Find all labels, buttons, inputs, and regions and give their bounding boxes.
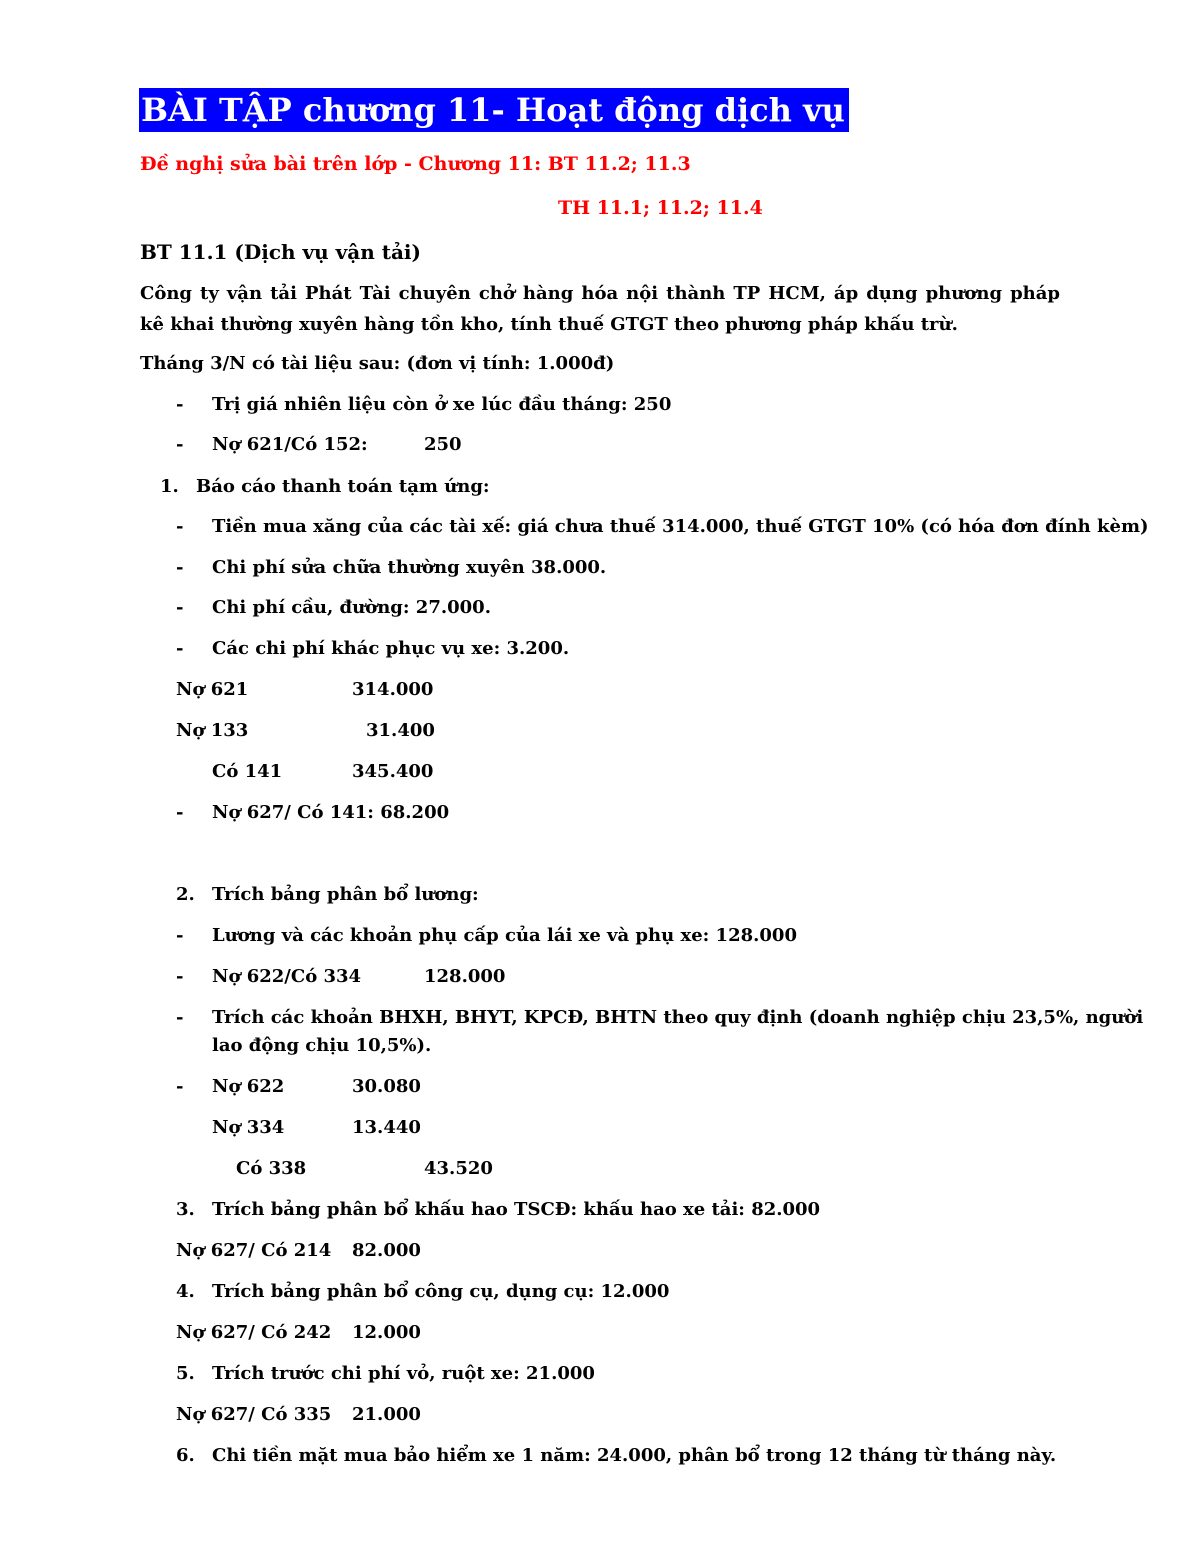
item1-bullet-repair: Chi phí sửa chữa thường xuyên 38.000. [212, 557, 607, 578]
journal-entry-value: 30.080 [352, 1076, 421, 1097]
item2-title: Trích bảng phân bổ lương: [212, 884, 479, 905]
journal-entry-label: Nợ 334 [212, 1117, 285, 1138]
item1-entry-627: Nợ 627/ Có 141: 68.200 [212, 802, 450, 823]
bullet-dash: - [176, 966, 184, 987]
item3-title: Trích bảng phân bổ khấu hao TSCĐ: khấu hao xe tải: 82.000 [212, 1199, 821, 1220]
opening-entry-label: Nợ 621/Có 152: [212, 434, 368, 455]
item-number: 4. [176, 1281, 195, 1302]
item-number: 1. [160, 476, 179, 497]
journal-entry-label: Nợ 627/ Có 242 [176, 1322, 332, 1343]
journal-entry-label: Nợ 133 [176, 720, 249, 741]
journal-entry-value: 31.400 [366, 720, 435, 741]
journal-entry-value: 21.000 [352, 1404, 421, 1425]
journal-entry-value: 13.440 [352, 1117, 421, 1138]
item-number: 2. [176, 884, 195, 905]
journal-entry-value: 43.520 [424, 1158, 493, 1179]
journal-entry-value: 12.000 [352, 1322, 421, 1343]
bullet-dash: - [176, 802, 184, 823]
journal-entry-value: 128.000 [424, 966, 506, 987]
item-number: 3. [176, 1199, 195, 1220]
item2-bullet-insurance-line1: Trích các khoản BHXH, BHYT, KPCĐ, BHTN theo quy định (doanh nghiệp chịu 23,5%, người [212, 1007, 1144, 1028]
bullet-dash: - [176, 638, 184, 659]
journal-entry-value: 345.400 [352, 761, 434, 782]
bullet-dash: - [176, 1076, 184, 1097]
item2-bullet-insurance-line2: lao động chịu 10,5%). [212, 1035, 432, 1056]
item-number: 6. [176, 1445, 195, 1466]
item-number: 5. [176, 1363, 195, 1384]
journal-entry-label: Nợ 622/Có 334 [212, 966, 362, 987]
bullet-dash: - [176, 925, 184, 946]
item1-bullet-toll: Chi phí cầu, đường: 27.000. [212, 597, 491, 618]
suggested-exercises-line2: TH 11.1; 11.2; 11.4 [558, 197, 763, 219]
opening-fuel-text: Trị giá nhiên liệu còn ở xe lúc đầu tháng: 250 [212, 394, 672, 415]
suggested-exercises-line1: Đề nghị sửa bài trên lớp - Chương 11: BT 11.2; 11.3 [140, 153, 691, 175]
bullet-dash: - [176, 516, 184, 537]
journal-entry-value: 314.000 [352, 679, 434, 700]
month-info: Tháng 3/N có tài liệu sau: (đơn vị tính: 1.000đ) [140, 353, 615, 374]
exercise-heading: BT 11.1 (Dịch vụ vận tải) [140, 240, 421, 264]
item1-bullet-other: Các chi phí khác phục vụ xe: 3.200. [212, 638, 570, 659]
bullet-dash: - [176, 597, 184, 618]
item6-title: Chi tiền mặt mua bảo hiểm xe 1 năm: 24.000, phân bổ trong 12 tháng từ tháng này. [212, 1445, 1057, 1466]
bullet-dash: - [176, 1007, 184, 1028]
bullet-dash: - [176, 434, 184, 455]
item1-bullet-fuel: Tiền mua xăng của các tài xế: giá chưa thuế 314.000, thuế GTGT 10% (có hóa đơn đính kèm) [212, 516, 1149, 537]
opening-entry-value: 250 [424, 434, 462, 455]
journal-entry-value: 82.000 [352, 1240, 421, 1261]
item4-title: Trích bảng phân bổ công cụ, dụng cụ: 12.000 [212, 1281, 670, 1302]
exercise-intro: Công ty vận tải Phát Tài chuyên chở hàng hóa nội thành TP HCM, áp dụng phương pháp kê khai thường xuyên hàng tồn kho, tính thuế GTGT theo phương pháp khấu trừ. [140, 283, 1060, 335]
journal-entry-label: Nợ 621 [176, 679, 249, 700]
bullet-dash: - [176, 394, 184, 415]
journal-entry-label: Nợ 622 [212, 1076, 285, 1097]
journal-entry-label: Nợ 627/ Có 214 [176, 1240, 332, 1261]
document-title: BÀI TẬP chương 11- Hoạt động dịch vụ [139, 88, 849, 132]
item5-title: Trích trước chi phí vỏ, ruột xe: 21.000 [212, 1363, 595, 1384]
journal-entry-label: Có 338 [236, 1158, 307, 1179]
item2-bullet-salary: Lương và các khoản phụ cấp của lái xe và phụ xe: 128.000 [212, 925, 797, 946]
journal-entry-label: Có 141 [212, 761, 283, 782]
item1-title: Báo cáo thanh toán tạm ứng: [196, 476, 490, 497]
bullet-dash: - [176, 557, 184, 578]
journal-entry-label: Nợ 627/ Có 335 [176, 1404, 332, 1425]
